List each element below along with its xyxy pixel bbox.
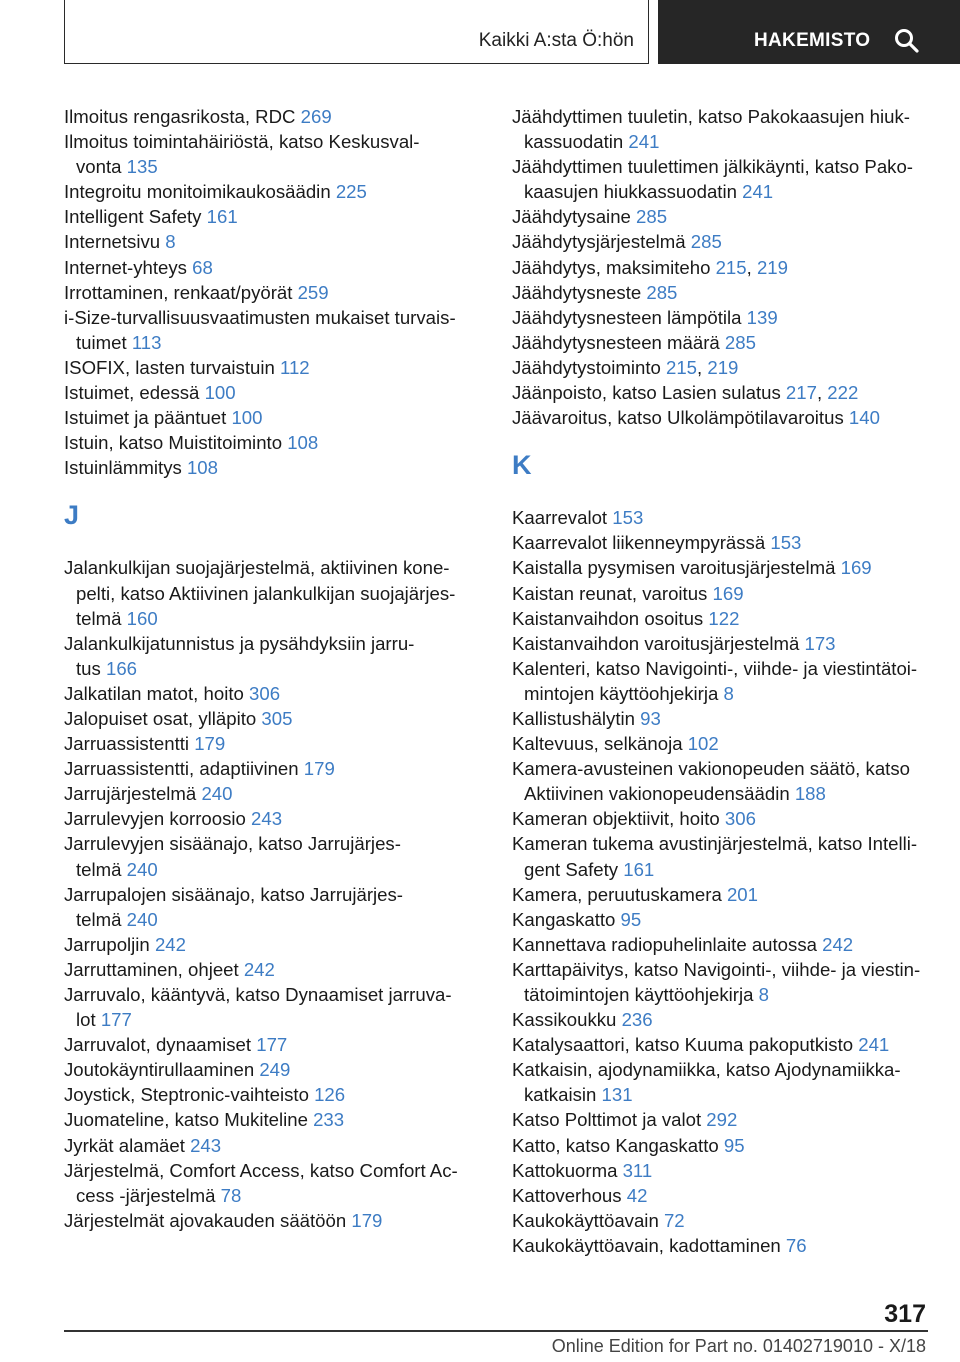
index-tab[interactable]	[658, 0, 960, 64]
index-entry	[512, 907, 932, 932]
page-link[interactable]: 169	[840, 557, 872, 579]
index-entry	[64, 555, 474, 630]
index-entry-text: Kamera-avusteinen vakionopeuden säätö, katso Aktiivinen vakionopeudensäädin	[512, 758, 910, 805]
page-link[interactable]: 72	[663, 1209, 685, 1231]
page-link[interactable]: 269	[300, 106, 332, 127]
page-link[interactable]: 311	[622, 1159, 653, 1181]
page-link[interactable]: 169	[712, 582, 744, 604]
index-entry-text: Jarrulevyjen korroosio	[64, 808, 252, 830]
page-link[interactable]: 240	[201, 783, 233, 805]
index-entry	[64, 706, 474, 731]
index-entry	[512, 104, 932, 154]
page-link[interactable]: 292	[706, 1109, 738, 1131]
index-entry-text: Istuinlämmitys	[64, 457, 187, 479]
index-entry	[512, 1007, 932, 1032]
page-link[interactable]: 240	[126, 858, 158, 880]
page-link[interactable]: 179	[351, 1209, 383, 1231]
index-entry-text: Jarruassistentti	[64, 733, 195, 755]
index-entry	[64, 280, 474, 305]
index-entry-text: Istuin, katso Muistitoiminto	[64, 432, 288, 454]
footer-divider	[64, 1330, 928, 1332]
index-entry-text: Jäähdytys, maksimiteho	[512, 256, 716, 278]
index-entry-text: Ilmoitus toimintahäiriöstä, katso Keskusval- vonta	[64, 131, 420, 178]
index-entry	[64, 405, 474, 430]
index-entry-text: Joystick, Steptronic-vaihteisto	[64, 1084, 315, 1106]
index-entry-text: Jalankulkijatunnistus ja pysähdyksiin jarru- tus	[64, 632, 415, 679]
index-entry-text: Kaistan reunat, varoitus	[512, 582, 713, 604]
index-entry-text: Kattoverhous	[512, 1184, 627, 1206]
index-entry	[512, 1057, 932, 1107]
index-entry-text: Juomateline, katso Mukiteline	[64, 1109, 314, 1131]
index-entry-text: Jäähdyttimen tuulettimen jälkikäynti, katso Pako- kaasujen hiukkassuodatin	[512, 156, 913, 203]
index-entry	[512, 882, 932, 907]
index-entry	[64, 932, 474, 957]
page-link[interactable]: 173	[804, 632, 836, 654]
index-entry	[512, 154, 932, 204]
page-link[interactable]: 243	[251, 808, 283, 830]
page-link[interactable]: 242	[154, 933, 186, 955]
index-entry	[64, 1082, 474, 1107]
index-entry-text: Jäähdyttimen tuuletin, katso Pakokaasujen hiuk- kassuodatin	[512, 106, 910, 153]
index-entry	[64, 204, 474, 229]
index-entry	[64, 305, 474, 355]
index-entry-text: Katkaisin, ajodynamiikka, katso Ajodynamiikka- katkaisin	[512, 1059, 901, 1106]
index-entry	[512, 756, 932, 806]
page-link[interactable]: 8	[723, 682, 734, 704]
index-entry	[512, 631, 932, 656]
page-link[interactable]: 166	[105, 657, 138, 679]
index-entry	[64, 631, 474, 681]
index-entry-text: Kamera, peruutuskamera	[512, 883, 727, 905]
index-entry	[512, 405, 932, 430]
index-entry-text: Istuimet ja pääntuet	[64, 407, 232, 429]
index-entry-text: Jarruttaminen, ohjeet	[64, 958, 244, 980]
page-link[interactable]: 113	[131, 331, 162, 353]
page-link[interactable]: 240	[126, 908, 158, 930]
page-link[interactable]: 179	[194, 733, 226, 755]
page-link[interactable]: 249	[259, 1059, 291, 1081]
page-link[interactable]: 242	[243, 958, 275, 980]
index-entry	[512, 229, 932, 254]
page-link[interactable]: 305	[261, 707, 293, 729]
index-entry-text: Jarruassistentti, adaptiivinen	[64, 758, 304, 780]
page-link[interactable]: 219	[756, 256, 788, 278]
page-link[interactable]: 160	[126, 607, 158, 629]
index-letter-heading: J	[64, 500, 80, 531]
index-column-left	[64, 104, 474, 1233]
index-entry-text: Katto, katso Kangaskatto	[512, 1134, 724, 1156]
page-link[interactable]: 177	[256, 1034, 288, 1056]
index-entry	[64, 1032, 474, 1057]
index-entry-text: Jäähdytystoiminto	[512, 356, 666, 378]
index-entry	[512, 706, 932, 731]
index-entry-text: Kaistanvaihdon osoitus	[512, 607, 709, 629]
page-link[interactable]: 241	[628, 131, 660, 153]
page-link[interactable]: 161	[623, 858, 655, 880]
index-entry	[512, 530, 932, 555]
index-entry-text: Jarrujärjestelmä	[64, 783, 202, 805]
index-entry	[64, 731, 474, 756]
page-link[interactable]: 93	[640, 707, 661, 729]
page-link[interactable]: 108	[287, 432, 319, 454]
index-entry-text: Irrottaminen, renkaat/pyörät	[64, 281, 298, 303]
page-link[interactable]: 100	[204, 382, 236, 404]
index-entry-text: Katso Polttimot ja valot	[512, 1109, 707, 1131]
page-link[interactable]: 285	[724, 331, 756, 353]
index-entry	[64, 681, 474, 706]
index-entry-text: Jäähdytysnesteen lämpötila	[512, 306, 747, 328]
index-entry-text: Kaukokäyttöavain	[512, 1209, 664, 1231]
page-link[interactable]: 222	[827, 382, 859, 404]
footer-edition-text: Online Edition for Part no. 01402719010 - X/18	[551, 1336, 926, 1356]
index-entry-text: Jäähdytysaine	[512, 206, 637, 228]
index-entry	[512, 280, 932, 305]
page-link[interactable]: 135	[126, 156, 158, 178]
page-link[interactable]: 179	[303, 758, 335, 780]
index-entry	[64, 1133, 474, 1158]
index-entry	[512, 932, 932, 957]
index-entry-text: Kassikoukku	[512, 1009, 622, 1031]
index-entry-text: Kallistushälytin	[512, 707, 641, 729]
index-entry-text: Kaarrevalot	[512, 507, 613, 529]
index-entry-text: Jäähdytysnesteen määrä	[512, 331, 725, 353]
index-entry	[64, 1158, 474, 1208]
page-link[interactable]: 306	[724, 808, 756, 830]
index-entry	[512, 831, 932, 881]
index-entry	[512, 606, 932, 631]
page-link[interactable]: 219	[707, 356, 739, 378]
page-link[interactable]: 100	[231, 407, 263, 429]
index-entry	[64, 355, 474, 380]
index-entry	[512, 581, 932, 606]
index-entry-text: Jarrupoljin	[64, 933, 155, 955]
page-link[interactable]: 236	[621, 1009, 653, 1031]
page-link[interactable]: 233	[313, 1109, 345, 1131]
page-link[interactable]: 285	[646, 281, 678, 303]
index-entry-text: Jarruvalot, dynaamiset	[64, 1034, 257, 1056]
page-link[interactable]: 68	[192, 256, 213, 278]
page-link[interactable]: 8	[165, 231, 176, 253]
index-entry-text: Joutokäyntirullaaminen	[64, 1059, 260, 1081]
page-link[interactable]: 76	[785, 1234, 807, 1256]
page-link[interactable]: 102	[687, 733, 719, 755]
index-entry-text: i-Size-turvallisuusvaatimusten mukaiset turvais- tuimet	[64, 306, 456, 353]
index-entry	[64, 831, 474, 881]
page-link[interactable]: 225	[335, 181, 367, 203]
page-link[interactable]: 259	[297, 281, 329, 303]
index-entry-text: Jarrulevyjen sisäänajo, katso Jarrujärjes- telmä	[64, 833, 401, 880]
index-entry-text: Ilmoitus rengasrikosta, RDC	[64, 106, 301, 127]
index-entry	[64, 756, 474, 781]
index-entry	[64, 1057, 474, 1082]
index-entry-text: ISOFIX, lasten turvaistuin	[64, 356, 280, 378]
index-entry-text: Intelligent Safety	[64, 206, 207, 228]
page-link[interactable]: 108	[186, 457, 218, 479]
index-entry	[512, 1158, 932, 1183]
index-entry	[512, 204, 932, 229]
index-entry	[64, 229, 474, 254]
index-letter-heading: K	[512, 450, 532, 481]
index-entry-text: Jäähdytysjärjestelmä	[512, 231, 691, 253]
index-entry-text: Jyrkät alamäet	[64, 1134, 191, 1156]
index-entry-text: Internet-yhteys	[64, 256, 193, 278]
index-entry-text: Kaarrevalot liikenneympyrässä	[512, 532, 771, 554]
index-entry-text: Kameran objektiivit, hoito	[512, 808, 725, 830]
page-link[interactable]: 139	[746, 306, 778, 328]
index-entry	[512, 1183, 932, 1208]
index-entry-text: Kaistalla pysymisen varoitusjärjestelmä	[512, 557, 841, 579]
page-link[interactable]: 215	[666, 356, 698, 378]
index-entry	[512, 1107, 932, 1132]
index-entry	[512, 1133, 932, 1158]
index-entry-text: Kaltevuus, selkänoja	[512, 733, 688, 755]
page-link[interactable]: 122	[708, 607, 740, 629]
page-link[interactable]: 112	[279, 356, 310, 378]
index-entry	[512, 806, 932, 831]
index-label: HAKEMISTO	[754, 30, 871, 51]
index-entry	[64, 455, 474, 480]
index-entry-text: Kaistanvaihdon varoitusjärjestelmä	[512, 632, 805, 654]
page-link[interactable]: 188	[794, 783, 826, 805]
index-entry	[512, 1208, 932, 1233]
index-entry-text: Internetsivu	[64, 231, 166, 253]
page-link[interactable]: 78	[220, 1184, 242, 1206]
index-entry-text: Kameran tukema avustinjärjestelmä, katso Intelli- gent Safety	[512, 833, 918, 880]
index-entry-text: Istuimet, edessä	[64, 382, 205, 404]
page-link[interactable]: 95	[723, 1134, 745, 1156]
page-link[interactable]: 217	[785, 382, 817, 404]
page-link[interactable]: 243	[190, 1134, 222, 1156]
index-column-right	[512, 104, 932, 1258]
footer-edition	[0, 1336, 960, 1357]
section-title: Kaikki A:sta Ö:hön	[478, 30, 634, 51]
page-link[interactable]: 306	[249, 682, 281, 704]
index-entry-text: Järjestelmät ajovakauden säätöön	[64, 1209, 352, 1231]
page-link[interactable]: 241	[742, 181, 774, 203]
index-entry-text: Jäähdytysneste	[512, 281, 647, 303]
index-entry-text: Karttapäivitys, katso Navigointi-, viihde- ja viestin- tätoimintojen käyttöohjekirja	[512, 958, 921, 1005]
index-entry-text: Jarrupalojen sisäänajo, katso Jarrujärjes- telmä	[64, 883, 403, 930]
page-link[interactable]: 201	[726, 883, 758, 905]
index-entry	[64, 1208, 474, 1233]
page-link[interactable]: 242	[822, 933, 854, 955]
search-icon[interactable]	[894, 28, 920, 54]
index-entry	[512, 1233, 932, 1258]
index-entry	[64, 882, 474, 932]
index-entry	[512, 305, 932, 330]
index-entry	[64, 380, 474, 405]
index-entry	[512, 555, 932, 580]
index-entry-text: Jalankulkijan suojajärjestelmä, aktiivinen kone- pelti, katso Aktiivinen jalankulkijan suojajärjes- telmä	[64, 557, 456, 629]
section-tab[interactable]	[64, 0, 649, 64]
index-entry	[512, 330, 932, 355]
index-entry	[64, 430, 474, 455]
index-entry	[64, 1107, 474, 1132]
page-link[interactable]: 241	[858, 1034, 890, 1056]
index-entry-text: Jarruvalo, kääntyvä, katso Dynaamiset jarruva- lot	[64, 984, 452, 1031]
page-link[interactable]: 95	[620, 908, 642, 930]
index-entry-text: Jalkatilan matot, hoito	[64, 682, 250, 704]
page-link[interactable]: 285	[690, 231, 722, 253]
index-entry-text: Kaukokäyttöavain, kadottaminen	[512, 1234, 786, 1256]
index-entry-text: Järjestelmä, Comfort Access, katso Comfort Ac- cess -järjestelmä	[64, 1159, 458, 1206]
index-entry	[64, 129, 474, 179]
page-link[interactable]: 153	[612, 507, 644, 529]
index-entry	[64, 957, 474, 982]
page-link[interactable]: 177	[100, 1009, 132, 1031]
page-link[interactable]: 42	[626, 1184, 648, 1206]
index-entry-text: Kattokuorma	[512, 1159, 623, 1181]
page-link[interactable]: 126	[314, 1084, 346, 1106]
page-link[interactable]: 215	[715, 256, 747, 278]
page-link[interactable]: 8	[758, 984, 769, 1005]
index-entry	[512, 505, 932, 530]
index-entry-text: Kalenteri, katso Navigointi-, viihde- ja viestintätoi- mintojen käyttöohjekirja	[512, 657, 918, 704]
index-entry	[512, 656, 932, 706]
index-entry: Jäähdytys, maksimiteho 215, 219	[512, 256, 788, 278]
index-entry	[64, 982, 474, 1032]
index-entry	[64, 806, 474, 831]
index-entry	[512, 1032, 932, 1057]
page-number: 317	[884, 1300, 926, 1328]
index-entry: Jäähdytystoiminto 215, 219	[512, 356, 739, 378]
page-link[interactable]: 285	[636, 206, 668, 228]
index-entry: Jäänpoisto, katso Lasien sulatus 217, 222	[512, 382, 859, 404]
index-entry-text: Jalopuiset osat, ylläpito	[64, 707, 262, 729]
page-link[interactable]: 140	[848, 407, 880, 429]
page-link[interactable]: 131	[601, 1084, 633, 1106]
page-link[interactable]: 161	[206, 206, 238, 228]
index-entry	[64, 255, 474, 280]
index-entry	[512, 957, 932, 1007]
index-entry-text: Jäänpoisto, katso Lasien sulatus	[512, 382, 786, 404]
index-entry	[64, 104, 474, 129]
index-entry-text: Katalysaattori, katso Kuuma pakoputkisto	[512, 1034, 859, 1056]
index-entry-text: Jäävaroitus, katso Ulkolämpötilavaroitus	[512, 407, 849, 429]
index-entry	[64, 179, 474, 204]
index-entry	[64, 781, 474, 806]
index-entry-text: Integroitu monitoimikaukosäädin	[64, 181, 336, 203]
page-link[interactable]: 153	[770, 532, 802, 554]
index-entry-text: Kannettava radiopuhelinlaite autossa	[512, 933, 823, 955]
index-entry-text: Kangaskatto	[512, 908, 621, 930]
index-entry	[512, 731, 932, 756]
